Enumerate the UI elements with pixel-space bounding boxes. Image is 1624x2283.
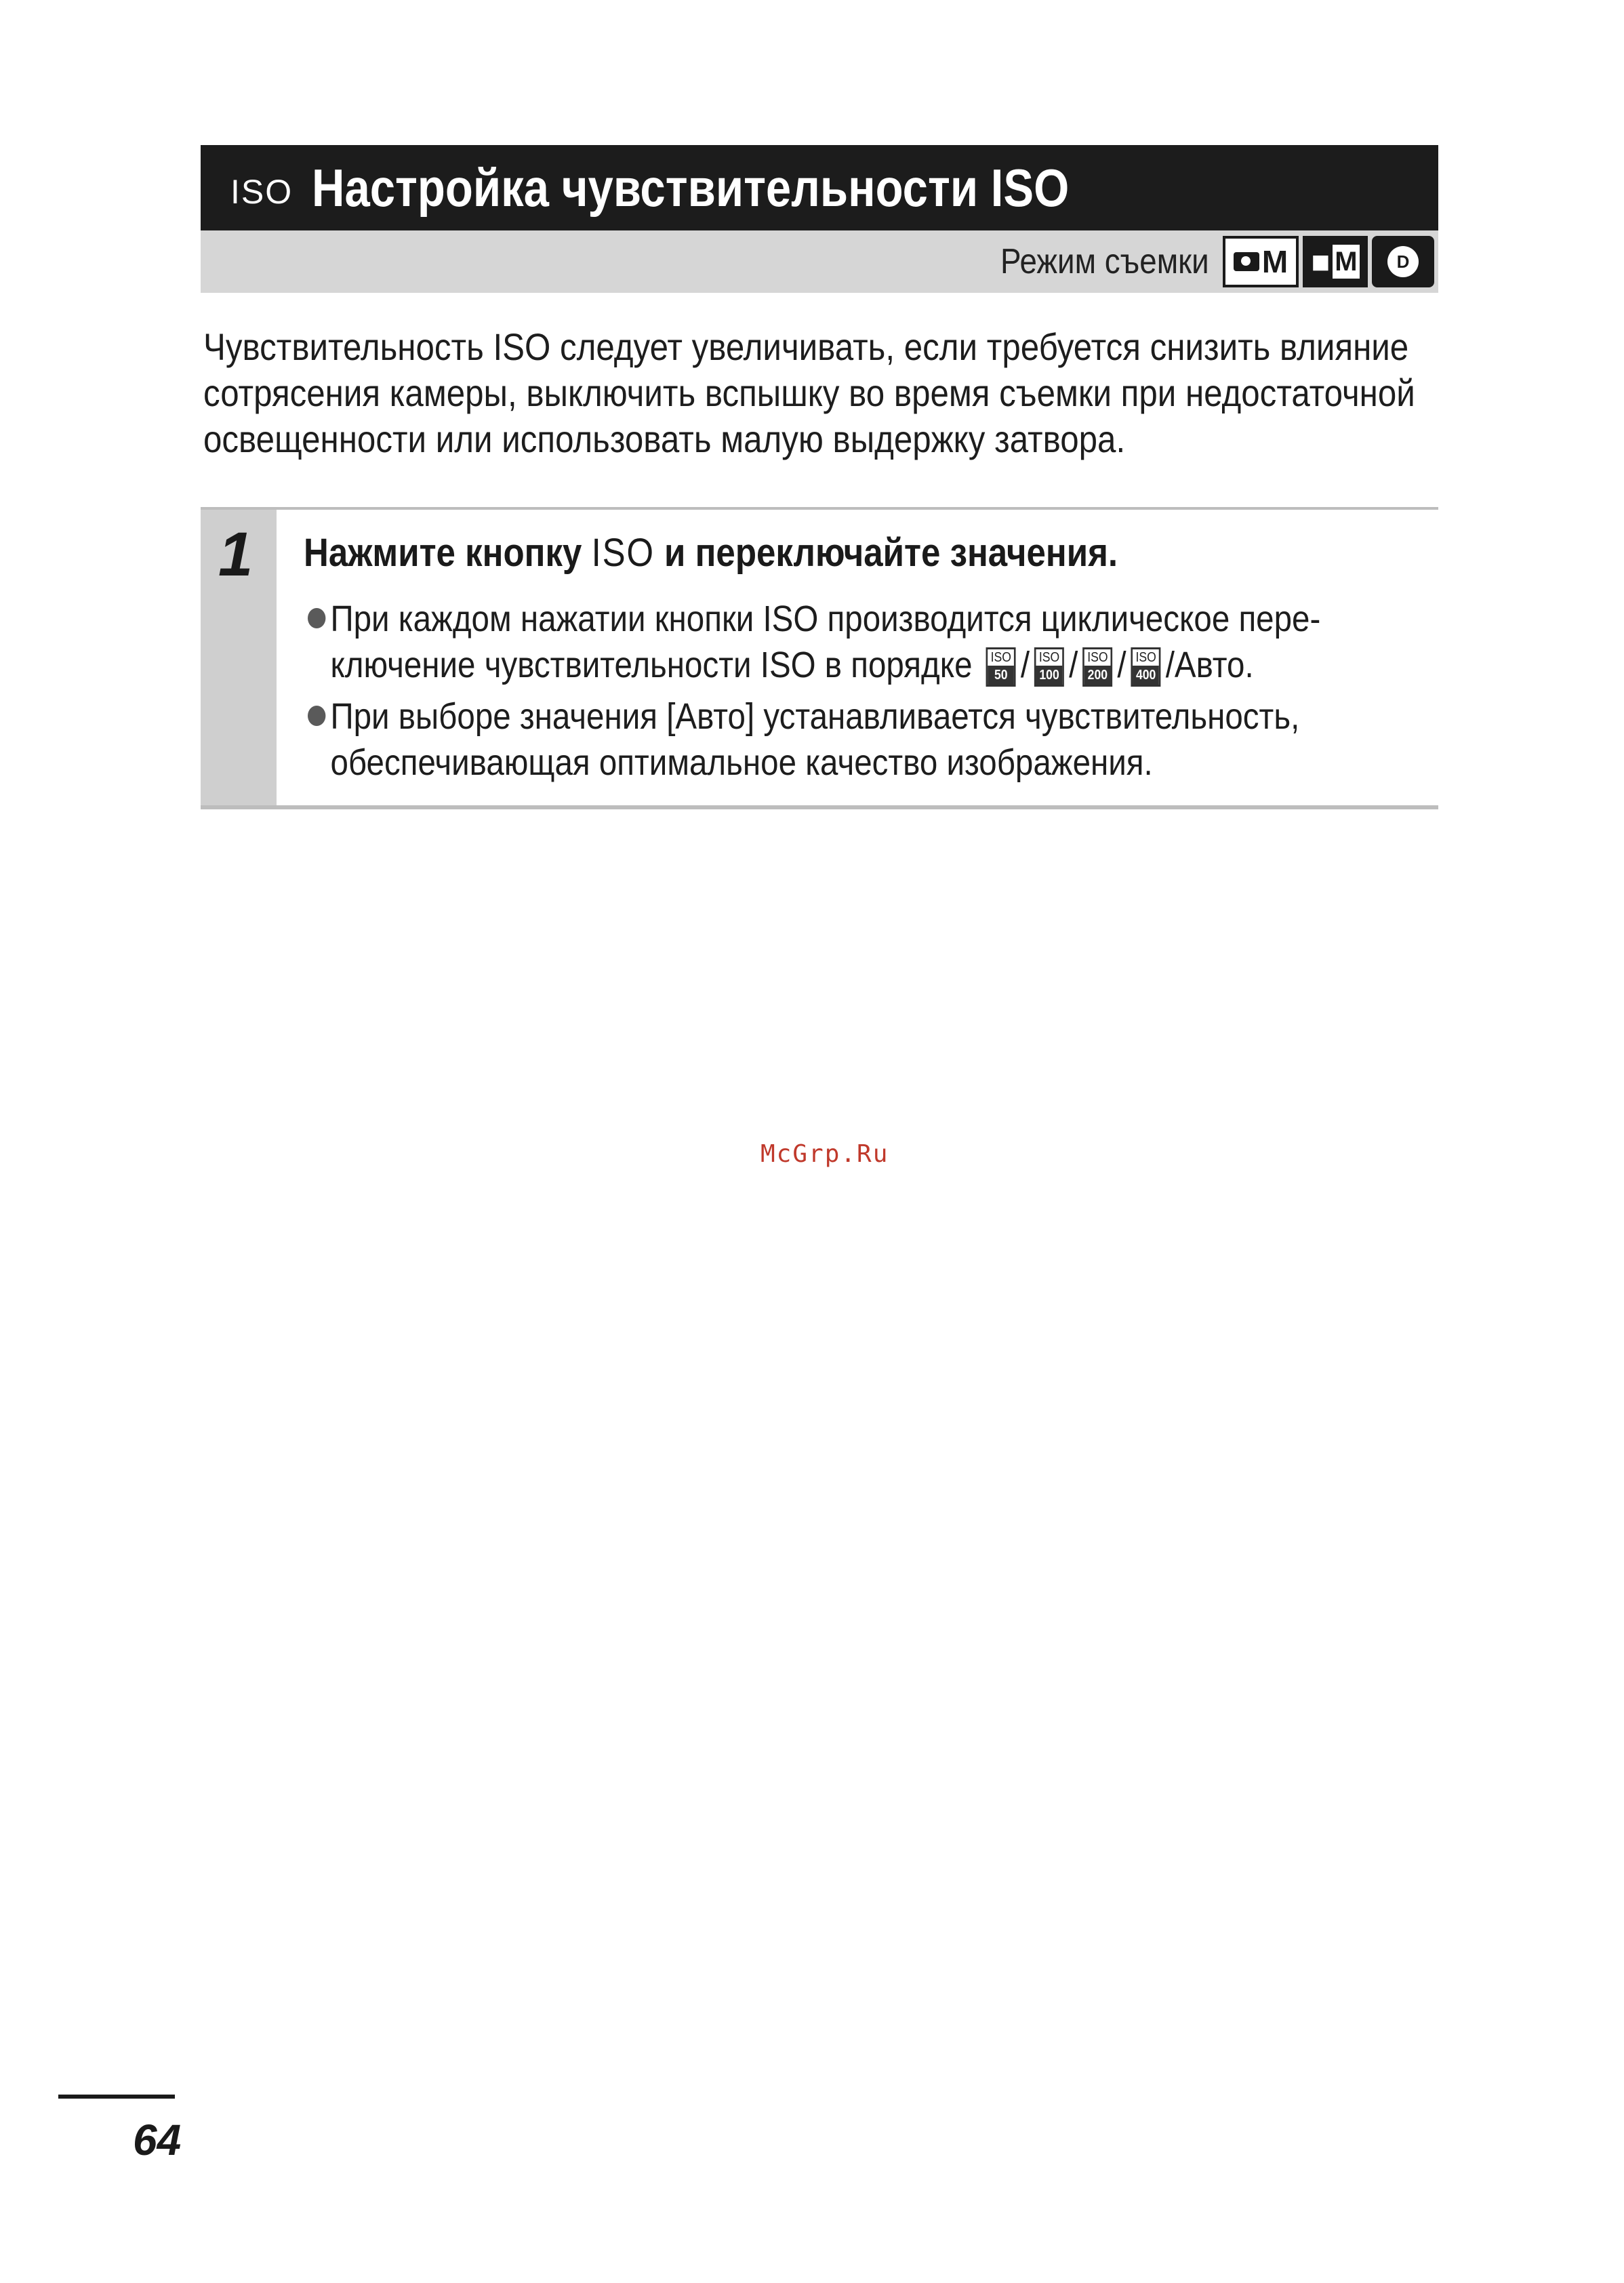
bullet-item [308,694,1299,739]
separator: / [1069,645,1078,685]
watermark: McGrp.Ru [760,1140,889,1168]
separator: / [1020,645,1030,685]
camera-icon [1234,252,1259,271]
step-number-column [201,510,277,805]
iso-button-label: ISO [591,531,655,575]
shooting-mode-label: Режим съемки [1000,242,1209,281]
face-icon: D [1387,246,1419,277]
mode-letter: M [1261,244,1288,279]
bullet-text-end: /Авто. [1165,645,1254,685]
step-title [304,530,1118,575]
section-title-bar [201,145,1438,230]
iso-100-icon: ISO 100 [1034,647,1064,687]
shooting-mode-bar [201,230,1438,293]
step-title-after: и переключайте значения. [664,531,1118,575]
intro-paragraph [203,324,1464,462]
intro-line: Чувствительность ISO следует увеличивать, если требуется снизить влияние [203,325,1409,368]
iso-label: ISO [230,173,293,211]
bullet-continuation [308,643,1254,687]
mode-prefix-icon: ■ [1311,244,1331,279]
step-box [201,507,1438,809]
bullet-text: При выборе значения [Авто] устанавливается чувствительность, [330,696,1300,737]
bullet-continuation [308,740,1153,785]
step-number: 1 [218,520,253,589]
bullet-icon [308,706,325,726]
bullet-text: При каждом нажатии кнопки ISO производится циклическое пере- [330,599,1321,639]
bullet-text: ключение чувствительности ISO в порядке [330,645,973,685]
step-title-before: Нажмите кнопку [304,531,582,575]
bullet-text: обеспечивающая оптимальное качество изображения. [330,742,1153,783]
iso-200-icon: ISO 200 [1082,647,1112,687]
bullet-icon [308,608,325,628]
camera-m-mode-icon [1223,236,1299,287]
bullet-item [308,597,1320,641]
page-number: 64 [133,2116,182,2164]
footer-rule [58,2095,175,2099]
intro-line: сотрясения камеры, выключить вспышку во время съемки при недостаточной [203,371,1415,414]
page-title: Настройка чувствительности ISO [312,157,1070,218]
movie-m-mode-icon [1303,236,1368,287]
mode-letter: M [1333,245,1359,279]
portrait-mode-icon [1372,236,1434,287]
intro-line: освещенности или использовать малую выдержку затвора. [203,418,1126,460]
iso-400-icon: ISO 400 [1131,647,1161,687]
separator: / [1117,645,1126,685]
iso-50-icon: ISO 50 [986,647,1016,687]
